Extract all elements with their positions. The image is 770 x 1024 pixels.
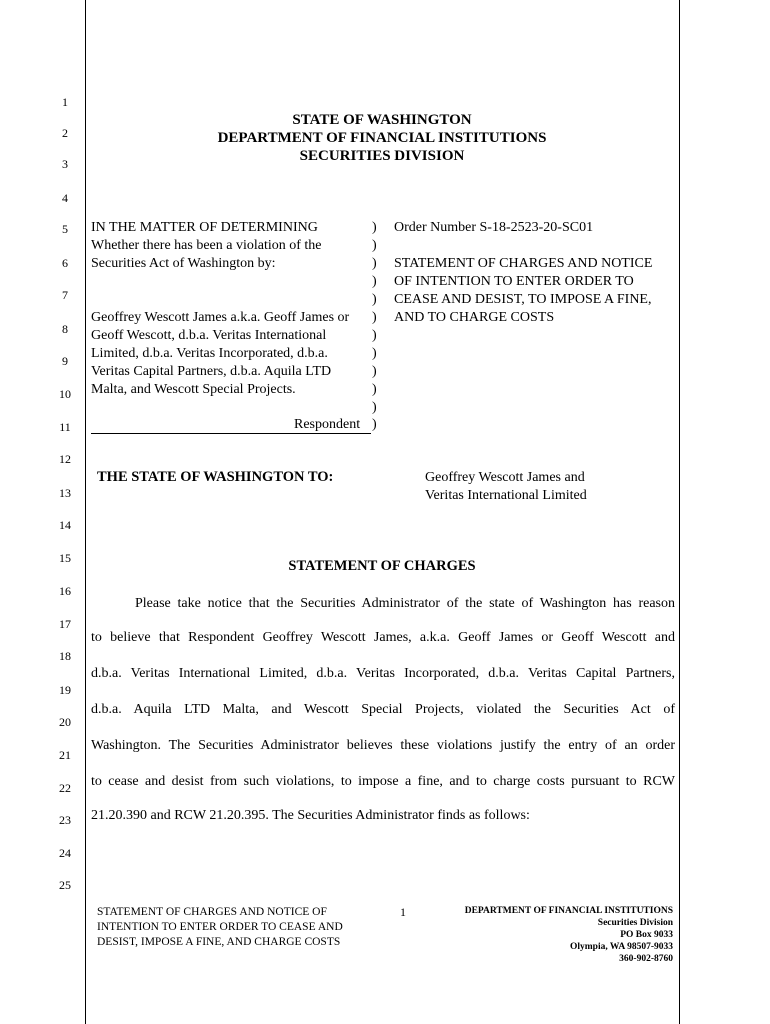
line-number: 9 [62,354,68,368]
footer-agency-line: 360-902-8760 [619,954,673,964]
order-title-line: AND TO CHARGE COSTS [394,310,555,325]
line-number: 19 [59,683,71,697]
matter-line: Whether there has been a violation of the [91,238,322,253]
footer-agency-line: PO Box 9033 [620,930,673,940]
respondent-line: Geoff Wescott, d.b.a. Veritas International [91,328,327,343]
line-number: 12 [59,452,71,466]
line-number: 24 [59,846,71,860]
caption-paren: ) [372,220,377,235]
respondent-line: Limited, d.b.a. Veritas Incorporated, d.b.a. [91,346,328,361]
footer-title-line: DESIST, IMPOSE A FINE, AND CHARGE COSTS [97,936,341,948]
caption-paren: ) [372,346,377,361]
respondent-line: Veritas Capital Partners, d.b.a. Aquila LTD [91,364,332,379]
header-state: STATE OF WASHINGTON [292,112,472,128]
footer-agency-line: DEPARTMENT OF FINANCIAL INSTITUTIONS [464,906,673,916]
respondent-line: Malta, and Wescott Special Projects. [91,382,296,397]
statement-heading: STATEMENT OF CHARGES [288,558,476,574]
respondent-label: Respondent [294,417,361,432]
line-number: 6 [62,256,68,270]
page-number: 1 [400,905,406,919]
line-number: 22 [59,781,71,795]
line-number: 25 [59,878,71,892]
line-number: 18 [59,649,71,663]
body-line: Washington. The Securities Administrator believes these violations justify the entry of an order [91,738,675,753]
caption-underline [91,433,371,434]
line-number: 4 [62,191,68,205]
order-title-line: CEASE AND DESIST, TO IMPOSE A FINE, [394,292,652,307]
line-number: 23 [59,813,71,827]
header-division: SECURITIES DIVISION [299,148,465,164]
addressed-to-label: THE STATE OF WASHINGTON TO: [97,469,334,485]
caption-paren: ) [372,364,377,379]
line-number: 16 [59,584,71,598]
order-title-line: STATEMENT OF CHARGES AND NOTICE [394,256,653,271]
order-title-line: OF INTENTION TO ENTER ORDER TO [394,274,634,289]
line-number: 3 [62,157,68,171]
line-number: 14 [59,518,71,532]
header-department: DEPARTMENT OF FINANCIAL INSTITUTIONS [217,130,547,146]
matter-line: Securities Act of Washington by: [91,256,276,271]
caption-paren: ) [372,382,377,397]
footer-title-line: INTENTION TO ENTER ORDER TO CEASE AND [97,921,343,933]
caption-paren: ) [372,400,377,415]
line-number: 7 [62,288,68,302]
caption-paren: ) [372,274,377,289]
line-number: 2 [62,126,68,140]
body-line: to cease and desist from such violations, to impose a fine, and to charge costs pursuant to RCW [91,774,675,789]
line-number: 10 [59,387,71,401]
footer-agency-line: Securities Division [597,918,673,928]
footer-agency-line: Olympia, WA 98507-9033 [569,942,673,952]
line-number: 13 [59,486,71,500]
caption-paren: ) [372,238,377,253]
line-number: 17 [59,617,71,631]
line-number: 11 [59,420,71,434]
footer-title-line: STATEMENT OF CHARGES AND NOTICE OF [97,906,327,918]
caption-paren: ) [372,310,377,325]
respondent-line: Geoffrey Wescott James a.k.a. Geoff James or [91,310,350,325]
recipient-line: Geoffrey Wescott James and [425,470,585,485]
line-number: 15 [59,551,71,565]
order-number: Order Number S-18-2523-20-SC01 [394,220,594,235]
recipient-line: Veritas International Limited [425,488,587,503]
body-line-last: 21.20.390 and RCW 21.20.395. The Securities Administrator finds as follows: [91,808,530,823]
caption-paren: ) [372,417,377,432]
line-number: 1 [62,95,68,109]
line-number: 21 [59,748,71,762]
caption-paren: ) [372,256,377,271]
line-number: 20 [59,715,71,729]
caption-paren: ) [372,292,377,307]
body-line: to believe that Respondent Geoffrey Wescott James, a.k.a. Geoff James or Geoff Wescott and [91,630,675,645]
line-number: 5 [62,222,68,236]
body-line: d.b.a. Veritas International Limited, d.b.a. Veritas Incorporated, d.b.a. Veritas Capital Partners, [91,666,675,681]
caption-paren: ) [372,328,377,343]
body-line: d.b.a. Aquila LTD Malta, and Wescott Special Projects, violated the Securities Act of [91,702,675,717]
matter-line: IN THE MATTER OF DETERMINING [91,220,318,235]
right-margin-rule [679,0,680,1024]
body-line: Please take notice that the Securities Administrator of the state of Washington has reason [135,596,675,611]
line-number: 8 [62,322,68,336]
